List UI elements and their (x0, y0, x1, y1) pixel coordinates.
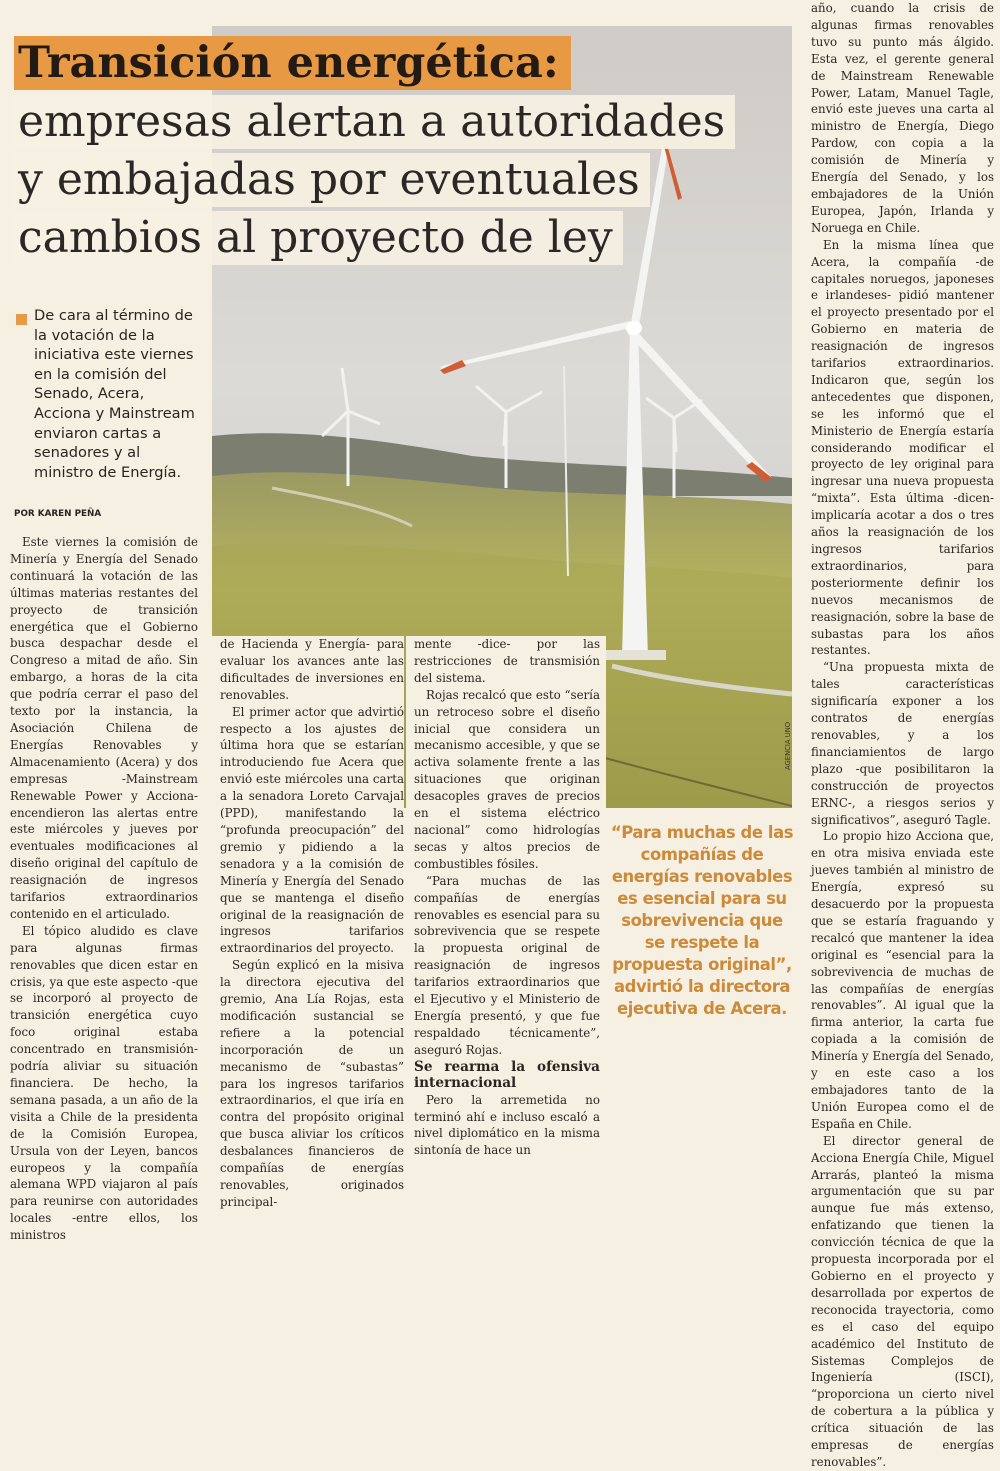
paragraph: El primer actor que advirtió respecto a los ajustes de última hora que se estarían introduciendo fue Acera que envió este miércoles una carta a la senadora Loreto Carvajal (PPD), manifestando la “profunda preocupación” del gremio y pidiendo a la senadora y a la comisión de Minería y Energía del Senado que se mantenga el diseño original de la reasignación de ingresos tarifarios extraordinarios del proyecto. (220, 704, 404, 956)
paragraph: Lo propio hizo Acciona que, en otra misiva enviada este jueves también al ministro de Energía, expresó su desacuerdo por la propuesta que se estaría fraguando y recalcó que mantener la idea original es “esencial para la sobrevivencia de muchas de las compañías de energías renovables”. Al igual que la firma anterior, la carta fue copiada a la comisión de Minería y Energía del Senado, y en este caso a los embajadores tanto de la Unión Europea como el de España en Chile. (811, 829, 994, 1131)
paragraph: En la misma línea que Acera, la compañía -de capitales noruegos, japoneses e irlandeses- pidió mantener el proyecto presentado por el Gobierno en materia de reasignación de ingresos tarifarios extraordinarios. Indicaron que, según los antecedentes que disponen, se les informó que el Ministerio de Energía estaría considerando modificar el proyecto de ley original para ingresar una nueva propuesta “mixta”. Esta última -dicen- implicaría acotar a dos o tres años la reasignación de los ingresos tarifarios extraordinarios, para posteriormente definir los nuevos mecanismos de reasignación, sobre la base de subastas para los años restantes. (811, 237, 994, 658)
paragraph: Según explicó en la misiva la directora ejecutiva del gremio, Ana Lía Rojas, esta modificación sustancial se refiere a la potencial incorporación de un mecanismo de “subastas” para los ingresos tarifarios extraordinarios, el que iría en contra del propósito original que busca aliviar los críticos desbalances financieros de compañías de energías renovables, originados principal- (220, 958, 404, 1209)
paragraph: Pero la arremetida no terminó ahí e incluso escaló a nivel diplomático en la misma sintonía de hace un (414, 1092, 600, 1158)
paragraph: mente -dice- por las restricciones de transmisión del sistema. (414, 637, 600, 685)
lede-text: De cara al término de la votación de la iniciativa este viernes en la comisión del Senado, Acera, Acciona y Mainstream enviaron cartas a senadores y al ministro de Energía. (34, 307, 195, 481)
paragraph: Rojas recalcó que esto “sería un retroceso sobre el diseño inicial que considera un mecanismo accesible, y que se activa solamente frente a las situaciones que originan desacoples graves de precios en el sistema eléctrico nacional” como hidrologías secas y altos precios de combustibles fósiles. (414, 687, 600, 871)
pull-quote-box (610, 810, 794, 1056)
paragraph: “Para muchas de las compañías de energías renovables es esencial para su sobrevivencia que se respete la propuesta original de reasignación de ingresos tarifarios extraordinarios que el Ejecutivo y el Ministerio de Energía presentó, y que fue respaldado técnicamente”, aseguró Rojas. (414, 873, 600, 1057)
paragraph: El tópico aludido es clave para algunas firmas renovables que dicen estar en crisis, ya que este aspecto -que se incorporó al proyecto de transición energética cuyo foco original estaba concentrado en transmisión- podría aliviar su situación financiera. De hecho, la semana pasada, a un año de la visita a Chile de la presidenta de la Comisión Europea, Ursula von der Leyen, bancos europeos y la compañía alemana WPD viajaron al país para reunirse con autoridades locales -entre ellos, los ministros (10, 923, 198, 1243)
column-2 (212, 636, 404, 1209)
photo-credit: AGENCIA UNO (784, 721, 792, 770)
headline-line-2: empresas alertan a autoridades (14, 95, 735, 149)
byline: POR KAREN PEÑA (14, 509, 102, 519)
paragraph: El director general de Acciona Energía Chile, Miguel Arrarás, planteó la misma argumentación que su par aunque fue más extenso, enfatizando que tienen la convicción técnica de que la propuesta incorporada por el Gobierno en el proyecto y desarrollada por expertos de reconocida trayectoria, como es el caso del equipo académico del Instituto de Sistemas Complejos de Ingeniería (ISCI), “proporciona un cierto nivel de cobertura a la pública y crítica situación de las empresas de energías renovables”. (811, 1133, 994, 1469)
lede-box (8, 306, 200, 504)
column-4 (805, 0, 994, 1469)
headline-line-3: y embajadas por eventuales (14, 153, 650, 207)
paragraph: de Hacienda y Energía- para evaluar los avances ante las dificultades de inversiones en renovables. (220, 637, 404, 702)
pull-quote: “Para muchas de las compañías de energías renovables es esencial para su sobrevivencia que se respete la propuesta original”, advirtió la directora ejecutiva de Acera. (610, 823, 794, 1018)
headline-line-1: Transición energética: (14, 36, 571, 90)
column-1 (10, 534, 198, 1244)
paragraph: Este viernes la comisión de Minería y Energía del Senado continuará la votación de las últimas materias restantes del proyecto de transición energética que el Gobierno busca despachar desde el Congreso a mitad de año. Sin embargo, a horas de la cita que podría cerrar el paso del texto por la instancia, la Asociación Chilena de Energías Renovables y Almacenamiento (Acera) y dos empresas -Mainstream Renewable Power y Acciona- encendieron las alertas entre este miércoles y jueves por eventuales modificaciones al diseño original del capítulo de reasignación de ingresos tarifarios extraordinarios contenido en el articulado. (10, 535, 198, 921)
square-bullet-icon (16, 314, 27, 325)
paragraph: año, cuando la crisis de algunas firmas renovables tuvo su punto más álgido. Esta vez, el gerente general de Mainstream Renewable Power, Latam, Manuel Tagle, envió este jueves una carta al ministro de Energía, Diego Pardow, con copia a la comisión de Minería y Energía del Senado, y los embajadores de la Unión Europea, Japón, Irlanda y Noruega en Chile. (811, 1, 994, 235)
section-subhead: Se rearma la ofensiva internacional (414, 1058, 600, 1092)
paragraph: “Una propuesta mixta de tales características significaría exponer a los contratos de energías renovables, y a los financiamientos de largo plazo -que posibilitaron la construcción de proyectos ERNC-, a riesgos serios y significativos”, aseguró Tagle. (811, 660, 994, 827)
headline-line-4: cambios al proyecto de ley (14, 211, 623, 265)
column-3 (406, 636, 606, 1158)
